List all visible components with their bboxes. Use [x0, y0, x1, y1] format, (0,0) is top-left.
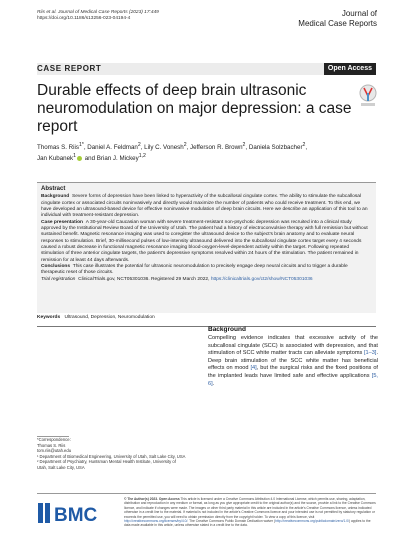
license-notice	[124, 497, 376, 528]
conclusions-label: Conclusions	[41, 264, 71, 270]
doi-link[interactable]: https://doi.org/10.1186/s13256-023-04194-4	[37, 16, 131, 22]
body-text: , but the surgical risks and the fixed positions of the implanted leads have limited safe and effective applications	[208, 365, 378, 379]
license-text: This article is licensed under a Creative Commons Attribution 4.0 International License, which permits use, sharing, adaptation, distribution and reproduction in any medium or format, as long as you give appropriate credit to the original author(s) and the source, provide a link to the Creative Commons licence, and indicate if changes were made. The images or other third party material in this article are included in the article's Creative Commons licence, unless indicated otherwise in a credit line to the material. If material is not included in the article's Creative Commons licence and your intended use is not permitted by statutory regulation or exceeds the permitted use, you will need to obtain permission directly from the copyright holder. To view a copy of this licence, visit	[124, 497, 376, 519]
author-name[interactable]: , Jefferson R. Brown	[186, 144, 243, 152]
author-list	[37, 141, 337, 163]
journal-title	[267, 9, 377, 28]
bmc-logo-text: BMC	[54, 505, 98, 526]
abstract-heading: Abstract	[41, 186, 66, 192]
journal-title-line1: Journal of	[341, 9, 377, 18]
keywords	[37, 315, 376, 320]
author-name[interactable]: and Brian J. Mickey	[83, 155, 139, 163]
affiliation-marker: 1*	[78, 142, 84, 148]
bmc-logo	[37, 499, 117, 527]
affiliation-marker: 2	[183, 142, 187, 148]
conclusions-text: This case illustrates the potential for ultrasonic neuromodulation to precisely engage deep neural circuits and to trigger a durable therapeutic reset of those circuits.	[41, 264, 348, 276]
affiliation-2: ² Department of Psychiatry, Huntsman Mental Health Institute, University of Utah, Salt Lake City, USA	[37, 459, 176, 470]
background-body	[208, 335, 378, 388]
section-divider	[37, 326, 376, 327]
author-name[interactable]: , Lily C. Vonesh	[140, 144, 184, 152]
reference-link[interactable]: [1–3]	[363, 350, 377, 357]
background-text: Severe forms of depression have been linked to hyperactivity of the subcallosal cingulate cortex. The ability to stimulate the subcallosal cingulate cortex or associated circuits noninvasively and directly would maximize the number of patients who could receive treatment. To this end, we have developed an ultrasound-based device for effective noninvasive modulation of deep brain circuits. Here we describe an application of this tool to an individual with treatment-resistant depression.	[41, 194, 368, 219]
case-label: Case presentation	[41, 219, 83, 225]
article-title: Durable effects of deep brain ultrasonic neuromodulation on major depression: a case report	[37, 82, 352, 135]
abstract-panel	[37, 182, 376, 313]
license-link[interactable]: http://creativecommons.org/licenses/by/4.0/	[124, 519, 188, 524]
article-type-label: CASE REPORT	[37, 64, 102, 73]
case-text: A 30-year-old Caucasian woman with severe treatment-resistant non-psychotic depression was recruited into a clinical study approved by the Institutional Review Board of the University of Utah. The patient had a history of electroconvulsive therapy with full remission but without sustained benefit. Magnetic resonance imaging was used to coregister the ultrasound device to the subject's brain anatomy and to evaluate neural responses to stimulation. Brief, 30-millisecond pulses of low-intensity ultrasound delivered into the subcallosal cingulate cortex target every 4 seconds caused a robust decrease in functional magnetic resonance imaging blood-oxygen-level-dependent activity within the target. Following repeated stimulation of three anterior cingulate targets, the patient's depressive symptoms resolved within 24 hours of the stimulation. The patient remained in remission for at least 44 days afterwards.	[41, 219, 368, 263]
background-heading: Background	[208, 326, 246, 333]
abstract-trial	[41, 277, 372, 283]
abstract-background	[41, 194, 372, 219]
trial-link[interactable]: https://clinicaltrials.gov/ct2/show/NCT05301036	[210, 276, 313, 282]
correspondence-label: *Correspondence:	[37, 437, 71, 442]
author-name[interactable]: , Daniela Solzbacher	[245, 144, 303, 152]
footer-divider	[37, 493, 376, 494]
author-name[interactable]: , Daniel A. Feldman	[83, 144, 138, 152]
author-separator: ,	[305, 144, 308, 152]
body-text: . Deep brain stimulation of the SCC white matter has beneficial effects on mood	[208, 350, 378, 372]
license-text: . The Creative Commons Public Domain Dedication waiver (	[187, 519, 276, 524]
body-text: .	[212, 380, 215, 387]
affiliation-marker: 2	[242, 142, 246, 148]
affiliation-marker: 2	[302, 142, 306, 148]
license-text: ) applies to the data made available in this article, unless otherwise stated in a credit line to the data.	[124, 519, 371, 528]
orcid-icon[interactable]	[77, 156, 82, 161]
check-for-updates-icon[interactable]	[359, 84, 377, 108]
body-text: Compelling evidence indicates that excessive activity of the subcallosal cingulate (SCC) is associated with depression, and that stimulation of SCC white matter tracts can alleviate symptoms	[208, 335, 378, 357]
reference-link[interactable]: [5, 6]	[208, 372, 378, 387]
journal-title-line2: Medical Case Reports	[298, 18, 377, 28]
article-type-bar	[37, 63, 376, 75]
background-label: Background	[41, 194, 70, 200]
abstract-conclusions	[41, 264, 372, 277]
header-meta	[37, 10, 159, 23]
abstract-case	[41, 220, 372, 264]
trial-text: ClinicalTrials.gov, NCT05301036. Registered 29 March 2022,	[78, 276, 210, 282]
license-lead: © The Author(s) 2023. Open Access	[124, 497, 180, 501]
trial-label: Trial registration	[41, 276, 76, 282]
correspondence-footnotes	[37, 437, 187, 470]
keywords-text: Ultrasound, Depression, Neuromodulation	[64, 315, 155, 320]
open-access-badge: Open Access	[324, 63, 376, 75]
cc0-link[interactable]: http://creativecommons.org/publicdomain/zero/1.0/	[275, 519, 349, 524]
affiliation-marker: 2	[137, 142, 141, 148]
keywords-label: Keywords	[37, 315, 61, 320]
author-name[interactable]: Thomas S. Riis	[37, 144, 79, 152]
affiliation-1: ¹ Department of Biomedical Engineering, University of Utah, Salt Lake City, USA	[37, 453, 186, 459]
reference-link[interactable]: [4]	[250, 365, 257, 372]
citation-line: Riis et al. Journal of Medical Case Reports (2023) 17:449	[37, 10, 159, 15]
affiliation-marker: 1	[73, 153, 76, 160]
correspondence-name: Thomas S. Riis	[37, 442, 66, 448]
affiliation-marker: 1,2	[138, 153, 146, 160]
author-name[interactable]: Jan Kubanek	[37, 155, 74, 163]
correspondence-email[interactable]: tom.riis@utah.edu	[37, 448, 72, 453]
